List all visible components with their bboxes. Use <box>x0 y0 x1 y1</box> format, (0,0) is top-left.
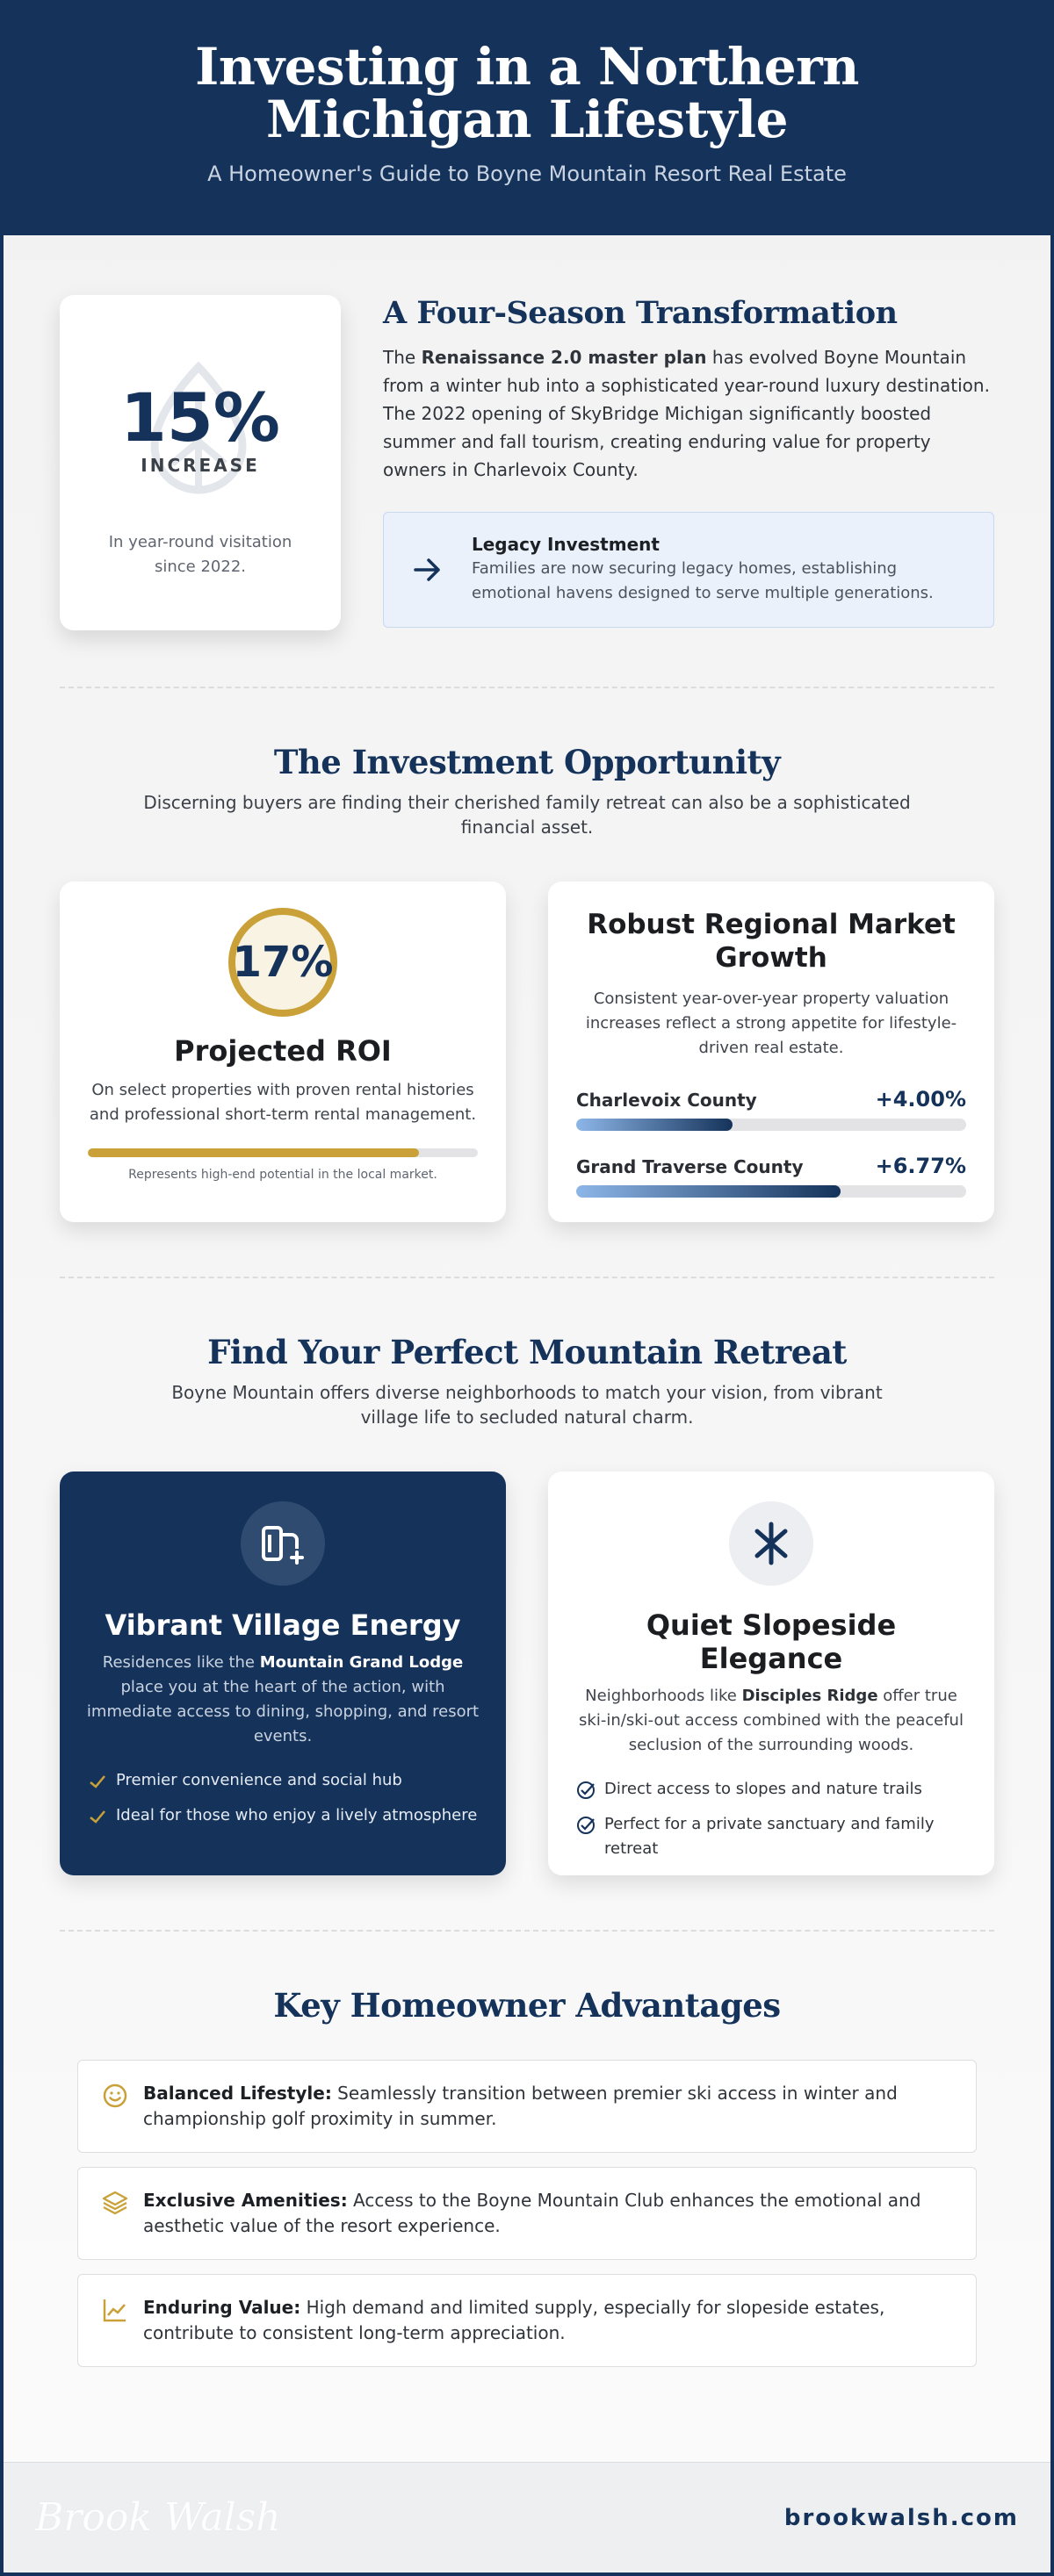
section-heading: Key Homeowner Advantages <box>273 1986 781 2025</box>
slopeside-icon-badge <box>729 1501 813 1586</box>
intro-paragraph: The Renaissance 2.0 master plan has evolved Boyne Mountain from a winter hub into a sophisticated year-round luxury destination. The 2022 opening of SkyBridge Michigan significantly boosted summer and fall tourism, creating enduring value for property owners in Charlevoix County. <box>383 347 990 480</box>
check-circle-icon <box>574 1816 597 1835</box>
growth-bar <box>576 1185 966 1198</box>
list-item: Premier convenience and social hub <box>86 1768 480 1793</box>
check-icon <box>86 1807 109 1826</box>
slopeside-title: Quiet Slopeside Elegance <box>646 1608 897 1675</box>
market-row-grand-traverse <box>576 1154 966 1198</box>
growth-bar-fill <box>576 1185 841 1198</box>
stat-value: 15% <box>120 378 280 457</box>
village-feature-list <box>86 1768 480 1828</box>
check-icon <box>86 1772 109 1791</box>
opportunity-section <box>60 688 994 1222</box>
growth-bar <box>576 1119 966 1131</box>
advantage-item <box>77 2274 977 2367</box>
list-item: Perfect for a private sanctuary and family retreat <box>574 1812 968 1861</box>
section-subtitle: Boyne Mountain offers diverse neighborhoods to match your vision, from vibrant village life to secluded natural charm. <box>171 1382 883 1428</box>
village-description: Residences like the Mountain Grand Lodge place you at the heart of the action, with immediate access to dining, shopping, and resort events. <box>86 1653 480 1745</box>
stat-description: In year-round visitation since 2022. <box>108 533 292 576</box>
county-name: Charlevoix County <box>576 1090 757 1111</box>
arrow-right-icon <box>410 552 445 587</box>
village-title: Vibrant Village Energy <box>105 1608 461 1642</box>
market-row-charlevoix <box>576 1087 966 1131</box>
retreat-section <box>60 1278 994 1875</box>
intro-section <box>60 235 994 630</box>
legacy-callout <box>383 512 994 628</box>
growth-bar-fill <box>576 1119 733 1131</box>
section-heading: A Four-Season Transformation <box>383 295 898 331</box>
layers-icon <box>101 2189 129 2217</box>
advantage-text: Enduring Value: High demand and limited supply, especially for slopeside estates, contribute to consistent long-term appreciation. <box>143 2297 885 2343</box>
chart-line-icon <box>101 2296 129 2324</box>
list-item: Direct access to slopes and nature trails <box>574 1777 968 1802</box>
market-title: Robust Regional Market Growth <box>587 909 956 974</box>
slopeside-card <box>548 1471 994 1875</box>
roi-card <box>60 881 506 1222</box>
county-name: Grand Traverse County <box>576 1156 804 1177</box>
advantages-section <box>60 1932 994 2367</box>
check-circle-icon <box>574 1781 597 1800</box>
village-icon-badge <box>241 1501 325 1586</box>
roi-note: Represents high-end potential in the local market. <box>128 1168 437 1182</box>
smile-icon <box>101 2082 129 2110</box>
page-footer <box>4 2462 1050 2572</box>
village-card <box>60 1471 506 1875</box>
slopeside-description: Neighborhoods like Disciples Ridge offer true ski-in/ski-out access combined with the peaceful seclusion of the surrounding woods. <box>579 1687 964 1754</box>
roi-progress-bar <box>88 1148 478 1157</box>
growth-value: +6.77% <box>875 1154 966 1178</box>
website-link[interactable]: brookwalsh.com <box>783 2504 1019 2531</box>
page-title: Investing in a Northern Michigan Lifestyle <box>195 37 859 149</box>
roi-title: Projected ROI <box>174 1034 392 1068</box>
market-text: Consistent year-over-year property valuation increases reflect a strong appetite for lifestyle-driven real estate. <box>585 989 957 1057</box>
advantage-item <box>77 2060 977 2153</box>
roi-text: On select properties with proven rental histories and professional short-term rental management. <box>89 1081 477 1124</box>
highlight-text: Renaissance 2.0 master plan <box>421 347 707 368</box>
page-subtitle: A Homeowner's Guide to Boyne Mountain Resort Real Estate <box>207 162 847 186</box>
signature-logo: Brook Walsh <box>35 2495 281 2540</box>
growth-value: +4.00% <box>875 1087 966 1112</box>
advantage-text: Exclusive Amenities: Access to the Boyne Mountain Club enhances the emotional and aesthetic value of the resort experience. <box>143 2190 921 2236</box>
roi-progress-fill <box>88 1148 419 1157</box>
stat-label: INCREASE <box>141 455 260 476</box>
callout-text: Families are now securing legacy homes, establishing emotional havens designed to serve multiple generations. <box>472 559 934 602</box>
page-header <box>4 4 1050 235</box>
slopeside-feature-list <box>574 1777 968 1861</box>
roi-badge: 17% <box>228 908 337 1017</box>
advantage-item <box>77 2167 977 2260</box>
callout-title: Legacy Investment <box>472 534 660 555</box>
list-item: Ideal for those who enjoy a lively atmosphere <box>86 1803 480 1828</box>
market-growth-card <box>548 881 994 1222</box>
building-icon <box>258 1519 307 1568</box>
advantage-text: Balanced Lifestyle: Seamlessly transition between premier ski access in winter and championship golf proximity in summer. <box>143 2083 898 2129</box>
section-heading: The Investment Opportunity <box>273 743 781 781</box>
section-subtitle: Discerning buyers are finding their cherished family retreat can also be a sophisticated financial asset. <box>143 792 911 838</box>
section-heading: Find Your Perfect Mountain Retreat <box>207 1333 847 1371</box>
visitation-stat-card <box>60 295 341 630</box>
snowflake-icon <box>747 1519 796 1568</box>
